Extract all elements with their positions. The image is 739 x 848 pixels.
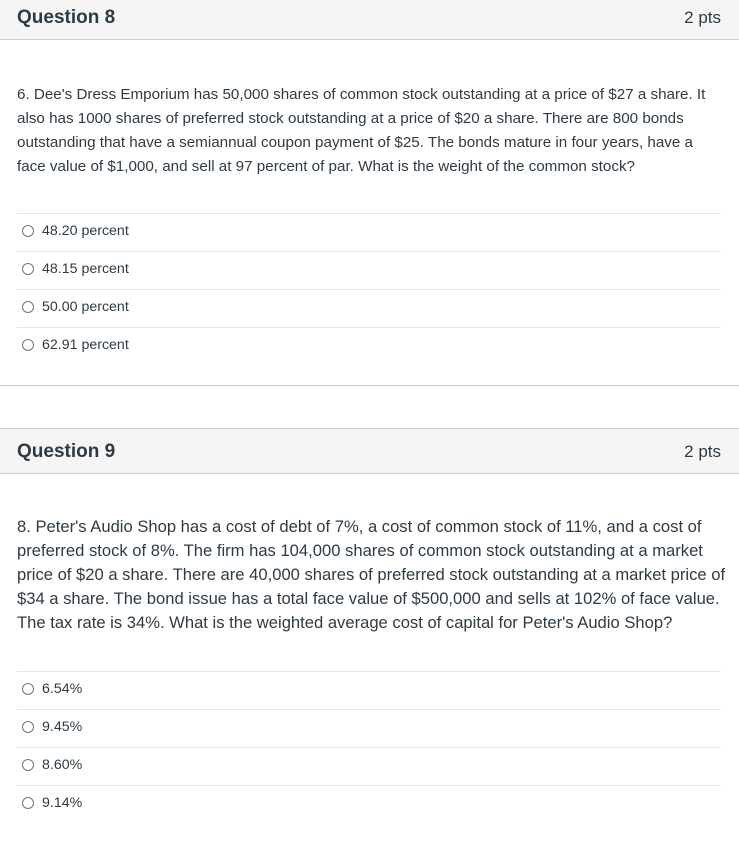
answer-option[interactable] xyxy=(17,747,721,785)
question-title: Question 8 xyxy=(17,7,116,28)
answer-option[interactable] xyxy=(17,327,721,365)
question-9-card xyxy=(0,428,739,848)
answer-option[interactable] xyxy=(17,213,721,251)
radio-button[interactable] xyxy=(22,683,34,695)
answer-label[interactable]: 48.20 percent xyxy=(42,223,129,239)
answer-option[interactable] xyxy=(17,785,721,823)
radio-button[interactable] xyxy=(22,263,34,275)
answer-label[interactable]: 6.54% xyxy=(42,681,83,697)
radio-button[interactable] xyxy=(22,797,34,809)
answer-option[interactable] xyxy=(17,289,721,327)
radio-button[interactable] xyxy=(22,225,34,237)
answer-option[interactable] xyxy=(17,251,721,289)
question-header xyxy=(0,429,739,474)
answer-label[interactable]: 9.45% xyxy=(42,719,83,735)
answer-option[interactable] xyxy=(17,709,721,747)
answer-list xyxy=(17,671,721,823)
answer-option[interactable] xyxy=(17,671,721,709)
answer-label[interactable]: 48.15 percent xyxy=(42,261,129,277)
radio-button[interactable] xyxy=(22,759,34,771)
question-title: Question 9 xyxy=(17,441,116,462)
answer-label[interactable]: 62.91 percent xyxy=(42,337,129,353)
question-points: 2 pts xyxy=(684,442,721,461)
radio-button[interactable] xyxy=(22,721,34,733)
question-text: 6. Dee's Dress Emporium has 50,000 shares of common stock outstanding at a price of $27 a share. It also has 1000 shares of preferred stock outstanding at a price of $20 a share. There are 800 bonds outstanding that have a semiannual coupon payment of $25. The bonds mature in four years, have a face value of $1,000, and sell at 97 percent of par. What is the weight of the common stock? xyxy=(17,86,706,175)
radio-button[interactable] xyxy=(22,339,34,351)
answer-list xyxy=(17,213,721,365)
question-header xyxy=(0,0,739,40)
radio-button[interactable] xyxy=(22,301,34,313)
answer-label[interactable]: 8.60% xyxy=(42,757,83,773)
question-points: 2 pts xyxy=(684,8,721,27)
question-text: 8. Peter's Audio Shop has a cost of debt of 7%, a cost of common stock of 11%, and a cost of preferred stock of 8%. The firm has 104,000 shares of common stock outstanding at a market price of $20 a share. There are 40,000 shares of preferred stock outstanding at a market price of $34 a share. The bond issue has a total face value of $500,000 and sells at 102% of face value. The tax rate is 34%. What is the weighted average cost of capital for Peter's Audio Shop? xyxy=(17,517,726,632)
answer-label[interactable]: 50.00 percent xyxy=(42,299,129,315)
answer-label[interactable]: 9.14% xyxy=(42,795,83,811)
question-8-card xyxy=(0,0,739,386)
